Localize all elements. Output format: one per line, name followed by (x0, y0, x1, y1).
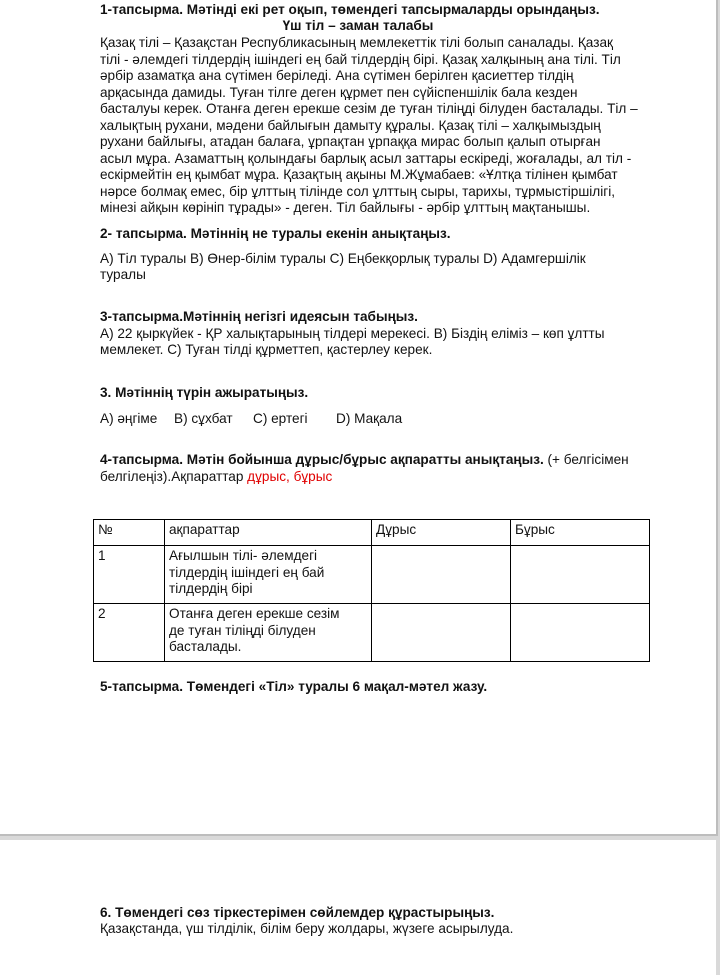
task2-options: А) Тіл туралы В) Өнер-білім туралы С) Еңбекқорлық туралы D) Адамгершілік (100, 251, 586, 266)
task3b-option-b: В) сұхбат (174, 411, 233, 426)
text-line: рухани байлығы, атадан балаға, ұрпақтан ұрпаққа мирас болып қалып отырған (100, 134, 601, 149)
text-line: нәрсе болмақ емес, бір ұлттың тілінде сол ұлттың сыры, тарихы, тұрмыстіршілігі, (100, 183, 615, 199)
reading-text (100, 35, 670, 217)
header-wrong: Бұрыс (511, 520, 650, 546)
task4-title (100, 452, 629, 469)
task6-words: Қазақстанда, үш тілділік, білім беру жолдары, жүзеге асырылуда. (100, 921, 514, 936)
text-line: мінезі айқын көрініп тұрады» - деген. Тіл байлығы - әрбір ұлттың мақтанышы. (100, 200, 591, 215)
task4-instruction (100, 469, 332, 486)
wrong-cell[interactable] (511, 604, 650, 662)
statement-line: тілдердің бірі (169, 581, 253, 596)
wrong-cell[interactable] (511, 546, 650, 604)
table-row (94, 604, 650, 662)
statement-line: Ағылшын тілі- әлемдегі (169, 548, 318, 563)
row-statement (165, 546, 372, 604)
task3-options: А) 22 қыркүйек - ҚР халықтарының тілдері мерекесі. В) Біздің еліміз – көп ұлтты (100, 326, 605, 341)
task4-instruction-highlight: дұрыс, бұрыс (247, 469, 333, 484)
task4-title-rest: (+ белгісімен (543, 452, 629, 467)
correct-cell[interactable] (372, 604, 511, 662)
task3b-option-a: А) әңгіме (100, 411, 158, 426)
table-row (94, 546, 650, 604)
task3b-option-d: D) Мақала (336, 411, 403, 426)
task5-title: 5-тапсырма. Төмендегі «Тіл» туралы 6 мақал-мәтел жазу. (100, 679, 488, 694)
text-line: Қазақ тілі – Қазақстан Республикасының мемлекеттік тілі болып саналады. Қазақ (100, 35, 613, 50)
text-line: тілі - әлемдегі тілдердің ішіндегі ең бай тілдердің бірі. Қазақ халқының ана тілі. Тіл (100, 51, 621, 67)
task3-options-cont: мемлекет. С) Туған тілді құрметтеп, қастерлеу керек. (100, 342, 433, 357)
task3b-option-c: С) ертегі (253, 411, 308, 426)
correct-cell[interactable] (372, 546, 511, 604)
statement-line: де туған тіліңді білуден (169, 622, 316, 638)
task4-instruction-prefix: белгілеңіз).Ақпараттар (100, 469, 248, 484)
task1-title: 1-тапсырма. Мәтінді екі рет оқып, төмендегі тапсырмаларды орындаңыз. (100, 2, 600, 17)
text-line: ескірмейтін ең қымбат мұра. Қазақтың ақыны М.Жұмабаев: «Ұлтқа тілінен қымбат (100, 167, 618, 182)
table-header-row (94, 520, 650, 546)
text-line: халықтың рухани, мәдени байлығын дамыту құралы. Қазақ тілі – халқымыздың (100, 117, 601, 133)
text-line: арқасында дамиды. Туған тілге деген құрмет пен сүйіспеншілік бала кезден (100, 84, 578, 100)
text-line: асыл мұра. Азаматтың қолындағы барлық асыл заттары ескіреді, жоғалады, ал тіл - (100, 150, 632, 166)
task2-title: 2- тапсырма. Мәтіннің не туралы екенін анықтаңыз. (100, 226, 451, 241)
header-info: ақпараттар (165, 520, 372, 546)
statement-line: Отанға деген ерекше сезім (169, 606, 340, 621)
text-line: әрбір азаматқа ана сүтімен беріледі. Ана сүтімен берілген қасиеттер тілдің (100, 68, 574, 83)
row-statement (165, 604, 372, 662)
task6-title: 6. Төмендегі сөз тіркестерімен сөйлемдер құрастырыңыз. (100, 905, 495, 920)
header-number: № (94, 520, 165, 546)
header-correct: Дұрыс (372, 520, 511, 546)
task3b-title: 3. Мәтіннің түрін ажыратыңыз. (100, 385, 309, 400)
task3-title: 3-тапсырма.Мәтіннің негізгі идеясын табыңыз. (100, 309, 418, 324)
statement-line: тілдердің ішіндегі ең бай (169, 564, 325, 580)
text-title: Үш тіл – заман талабы (282, 18, 434, 33)
worksheet-page-2 (0, 840, 716, 975)
statement-line: басталады. (169, 639, 242, 654)
row-number: 1 (94, 546, 165, 604)
row-number: 2 (94, 604, 165, 662)
true-false-table (93, 519, 650, 662)
text-line: басталуы керек. Отанға деген ерекше сезім де туған тіліңді білуден басталады. Тіл – (100, 101, 638, 116)
task2-options-cont: туралы (100, 267, 146, 282)
task4-title-bold: 4-тапсырма. Мәтін бойынша дұрыс/бұрыс ақпаратты анықтаңыз. (100, 452, 544, 467)
